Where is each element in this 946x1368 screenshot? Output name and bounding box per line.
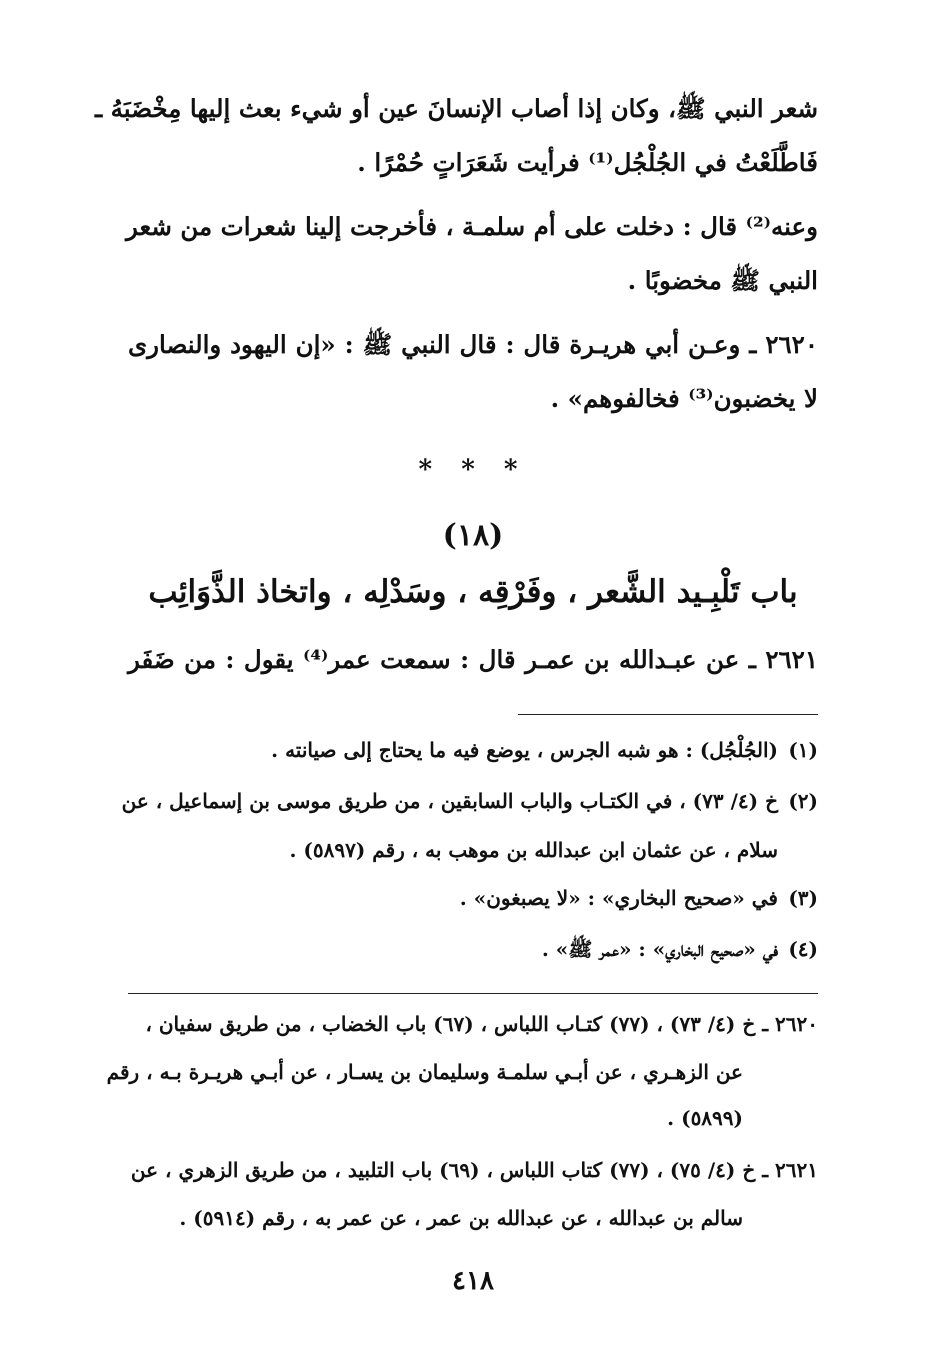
takhrij-line: سالم بن عبدالله ، عن عبدالله بن عمر ، عن عمر به ، رقم (٥٩١٤) .: [179, 1206, 743, 1230]
takhrij-line: ٢٦٢٠ ـ خ (٤/ ٧٣) ، (٧٧) كتـاب اللباس ، (٦٧) باب الخضاب ، من طريق سفيان ،: [145, 1012, 818, 1036]
takhrij-line: عن الزهـري ، عن أبـي سلمـة وسليمان بن يسـار ، عن أبـي هريـرة بـه ، رقم: [106, 1060, 743, 1084]
text-line: وعنه⁽²⁾ قال : دخلت على أم سلمـة ، فأخرجت إلينا شعرات من شعر: [125, 212, 818, 241]
text-line: ٢٦٢١ ـ عن عبـدالله بن عمـر قال : سمعت عمر⁽⁴⁾ يقول : من ضَفَر: [128, 645, 818, 674]
page-number: ٤١٨: [452, 1266, 494, 1296]
footnote-number: (٤): [788, 937, 818, 961]
section-separator: * * *: [418, 455, 528, 485]
text-line: لا يخضبون⁽³⁾ فخالفوهم» .: [550, 384, 818, 413]
text-line: النبي ﷺ مخضوبًا .: [627, 266, 818, 295]
chapter-title: باب تَلْبِـيد الشَّعر ، وفَرْقِه ، وسَدْلِه ، واتخاذ الذَّوَائِب: [148, 574, 798, 610]
footnote-continuation: سلام ، عن عثمان ابن عبدالله بن موهب به ، رقم (٥٨٩٧) .: [289, 838, 778, 862]
footnote-divider: [518, 714, 818, 715]
text-line: شعر النبي ﷺ، وكان إذا أصاب الإنسانَ عين أو شيء بعث إليها مِخْضَبَهُ ـ: [94, 94, 818, 123]
footnote-number: (١): [788, 738, 818, 762]
footnote: [271, 738, 818, 762]
footnote-text: (الجُلْجُل) : هو شبه الجرس ، يوضع فيه ما يحتاج إلى صيانته .: [271, 738, 778, 762]
takhrij-line: (٥٨٩٩) .: [667, 1106, 743, 1130]
footnote-text: في «صحيح البخاري» : «لا يصبغون» .: [459, 886, 778, 910]
footnote: [460, 886, 818, 910]
footnote-text: في «صحيح البخاري» : «عمر ﷺ» .: [541, 937, 778, 961]
footnote: [122, 789, 818, 813]
text-line: فَاطَّلَعْتُ في الجُلْجُل⁽¹⁾ فرأيت شَعَرَاتٍ حُمْرًا .: [357, 148, 818, 177]
takhrij-line: ٢٦٢١ ـ خ (٤/ ٧٥) ، (٧٧) كتاب اللباس ، (٦٩) باب التلبيد ، من طريق الزهري ، عن: [130, 1158, 818, 1182]
text-line: ٢٦٢٠ ـ وعـن أبي هريـرة قال : قال النبي ﷺ : «إن اليهود والنصارى: [128, 330, 818, 359]
footnote-number: (٢): [788, 789, 818, 813]
footnote: [542, 937, 818, 961]
chapter-number: (١٨): [442, 518, 504, 553]
footnote-number: (٣): [788, 886, 818, 910]
footnote-text: خ (٤/ ٧٣) ، في الكتـاب والباب السابقين ، من طريق موسى بن إسماعيل ، عن: [121, 789, 778, 813]
takhrij-divider: [128, 993, 818, 994]
